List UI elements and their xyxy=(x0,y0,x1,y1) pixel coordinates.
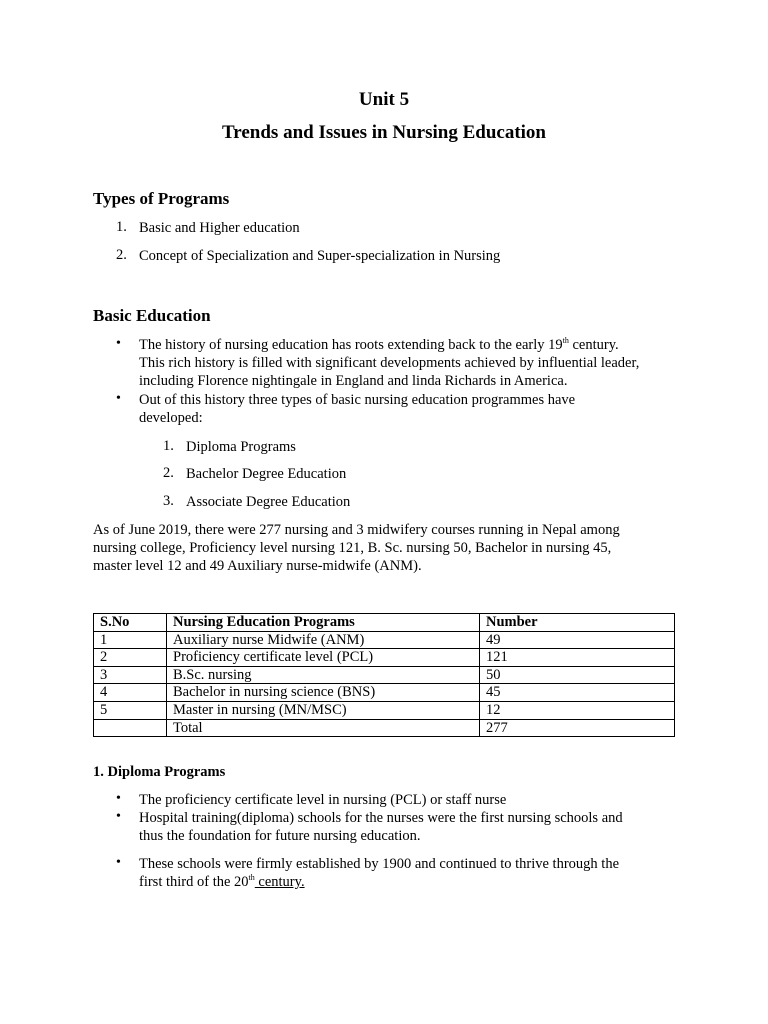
header-sno: S.No xyxy=(94,614,167,632)
text-line: master level 12 and 49 Auxiliary nurse-midwife (ANM). xyxy=(93,558,422,574)
table-total-row xyxy=(94,719,675,737)
bullet-text xyxy=(139,855,699,891)
list-number: 1. xyxy=(116,219,127,235)
table-row xyxy=(94,649,675,667)
list-item: Associate Degree Education xyxy=(186,494,351,510)
types-of-programs-heading: Types of Programs xyxy=(93,189,230,208)
header-program: Nursing Education Programs xyxy=(167,614,480,632)
statistics-paragraph xyxy=(93,521,693,575)
text-line: Hospital training(diploma) schools for the nurses were the first nursing schools and xyxy=(139,810,623,826)
text-line: nursing college, Proficiency level nursing 121, B. Sc. nursing 50, Bachelor in nursing 45, xyxy=(93,540,612,556)
table-row xyxy=(94,631,675,649)
cell-sno xyxy=(94,719,167,737)
list-number: 2. xyxy=(163,465,174,481)
text-line: This rich history is filled with significant developments achieved by influential leader, xyxy=(139,355,640,371)
text-line: Out of this history three types of basic nursing education programmes have xyxy=(139,392,576,408)
basic-education-heading: Basic Education xyxy=(93,306,211,325)
cell-number: 49 xyxy=(480,631,675,649)
table-row xyxy=(94,684,675,702)
text-line: including Florence nightingale in England and linda Richards in America. xyxy=(139,373,568,389)
text-line: These schools were firmly established by 1900 and continued to thrive through the xyxy=(139,856,620,872)
list-item: Concept of Specialization and Super-specialization in Nursing xyxy=(139,248,501,264)
text-line: The history of nursing education has roots extending back to the early 19th century. xyxy=(139,336,619,353)
table-header-row xyxy=(94,614,675,632)
list-item: Basic and Higher education xyxy=(139,220,300,236)
cell-program: Proficiency certificate level (PCL) xyxy=(167,649,480,667)
cell-number: 12 xyxy=(480,701,675,719)
list-number: 3. xyxy=(163,493,174,509)
cell-sno: 3 xyxy=(94,666,167,684)
bullet-icon: • xyxy=(116,336,121,351)
cell-number: 50 xyxy=(480,666,675,684)
cell-total-number: 277 xyxy=(480,719,675,737)
bullet-text xyxy=(139,336,699,390)
list-item: Bachelor Degree Education xyxy=(186,466,347,482)
cell-program: B.Sc. nursing xyxy=(167,666,480,684)
cell-sno: 5 xyxy=(94,701,167,719)
table-row xyxy=(94,666,675,684)
diploma-programs-heading: 1. Diploma Programs xyxy=(93,764,226,780)
unit-title: Unit 5 xyxy=(358,89,410,110)
bullet-icon: • xyxy=(116,809,121,824)
list-number: 2. xyxy=(116,247,127,263)
list-item: Diploma Programs xyxy=(186,439,296,455)
bullet-icon: • xyxy=(116,791,121,806)
cell-number: 121 xyxy=(480,649,675,667)
text-line: developed: xyxy=(139,410,203,426)
bullet-icon: • xyxy=(116,855,121,870)
cell-program: Bachelor in nursing science (BNS) xyxy=(167,684,480,702)
bullet-text xyxy=(139,809,699,845)
table-row xyxy=(94,701,675,719)
cell-number: 45 xyxy=(480,684,675,702)
text-line: first third of the 20th century. xyxy=(139,873,305,890)
cell-sno: 2 xyxy=(94,649,167,667)
bullet-text: The proficiency certificate level in nursing (PCL) or staff nurse xyxy=(139,792,507,808)
cell-program: Master in nursing (MN/MSC) xyxy=(167,701,480,719)
document-title: Trends and Issues in Nursing Education xyxy=(222,122,546,143)
cell-sno: 1 xyxy=(94,631,167,649)
cell-total-label: Total xyxy=(167,719,480,737)
programs-table xyxy=(93,613,675,737)
cell-sno: 4 xyxy=(94,684,167,702)
text-line: As of June 2019, there were 277 nursing and 3 midwifery courses running in Nepal among xyxy=(93,522,620,538)
bullet-text xyxy=(139,391,699,427)
header-number: Number xyxy=(480,614,675,632)
text-line: thus the foundation for future nursing education. xyxy=(139,828,421,844)
list-number: 1. xyxy=(163,438,174,454)
cell-program: Auxiliary nurse Midwife (ANM) xyxy=(167,631,480,649)
bullet-icon: • xyxy=(116,391,121,406)
